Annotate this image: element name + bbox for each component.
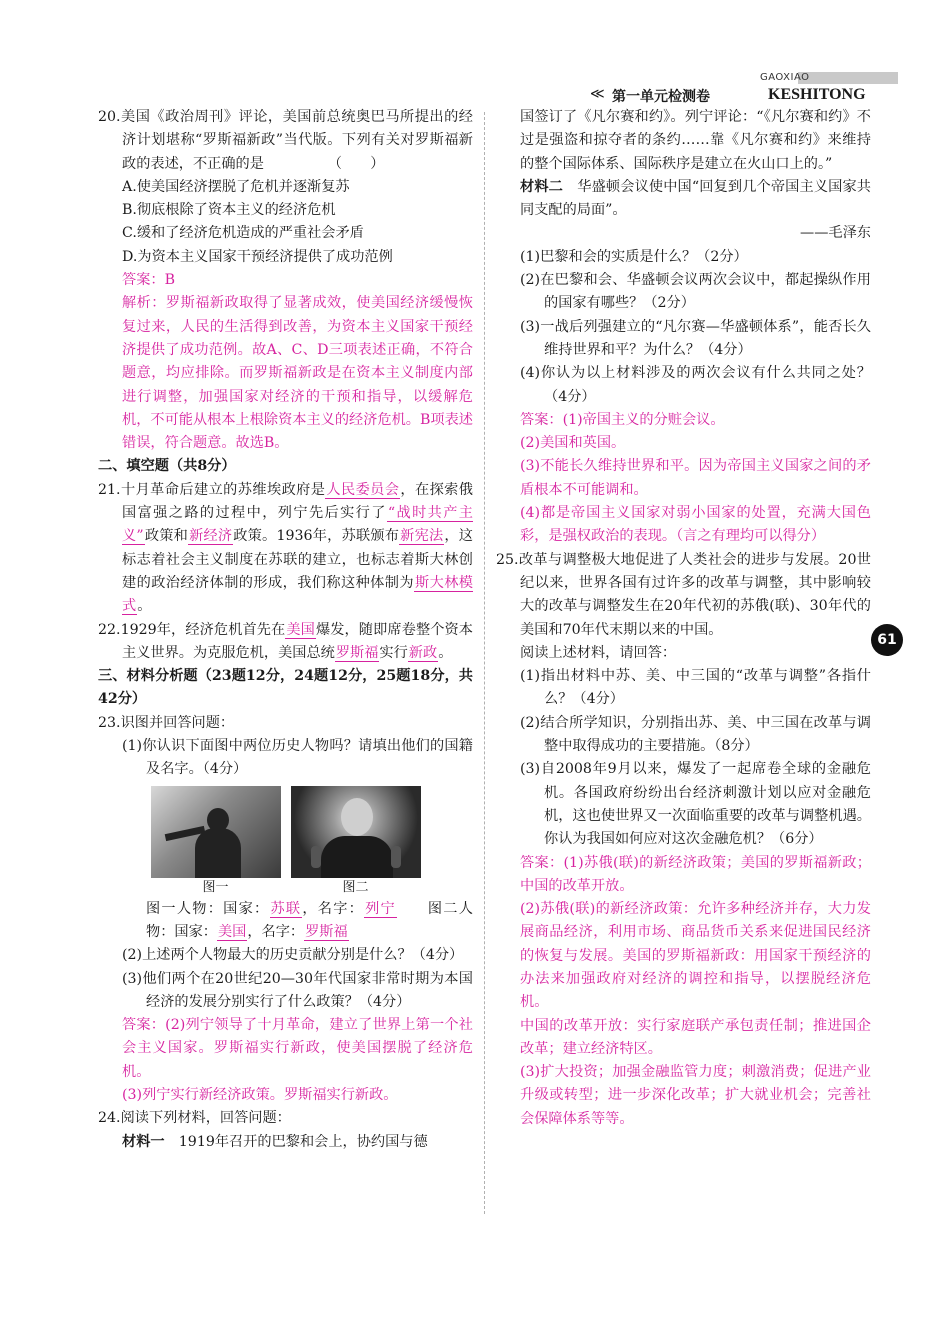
q23-part-3: (3)他们两个在20世纪20—30年代国家非常时期为本国经济的发展分别实行了什么政策？（4分） [122,970,473,1010]
q24-part-1: (1)巴黎和会的实质是什么？（2分） [520,248,748,265]
q25-answer-2-china: 中国的改革开放：实行家庭联产承包责任制；推进国企改革；建立经济特区。 [520,1017,871,1057]
q22-blank-2: 罗斯福 [335,644,379,661]
q23-blank-country-2: 美国 [217,923,247,940]
q25-part-2: (2)结合所学知识，分别指出苏、美、中三国在改革与调整中取得成功的主要措施。（8分） [520,714,871,755]
q20-option-b: B.彻底根除了资本主义的经济危机 [122,202,336,219]
q20-option-c: C.缓和了经济危机造成的严重社会矛盾 [122,225,364,242]
header-subtitle: GAOXIAO [760,72,810,83]
figure-2 [291,786,421,898]
figure-2-caption: 图二 [342,879,369,895]
q20-stem: 20.美国《政治周刊》评论，美国前总统奥巴马所提出的经济计划堪称“罗斯福新政”当代版。下列有关对罗斯福新政的表述，不正确的是 （ ） [98,109,473,172]
q23-figures [98,786,473,898]
q23-fill: 图一人物：国家：苏联，名字：列宁 图二人物：国家：美国，名字：罗斯福 [146,900,473,940]
q24-material-1: 材料一 1919年召开的巴黎和会上，协约国与德 [122,1133,428,1150]
figure-1 [151,786,281,898]
page-number-badge: 61 [871,624,903,656]
q23-answer-3: (3)列宁实行新经济政策。罗斯福实行新政。 [122,1086,398,1103]
q20-answer: 答案：B [122,272,175,289]
q23-stem: 23.识图并回答问题： [98,714,235,731]
column-divider [484,112,485,1214]
q21-blank-5: 斯大林模式 [122,574,473,615]
right-column [496,106,871,1131]
left-column [98,106,473,1154]
q25-answer-1: 答案：(1)苏俄(联)的新经济政策；美国的罗斯福新政；中国的改革开放。 [520,854,871,894]
q24-material-2: 材料二 华盛顿会议使中国“回复到几个帝国主义国家共同支配的局面”。 [520,178,871,219]
page-header [540,72,900,106]
figure-1-photo [151,786,281,878]
q22-blank-3: 新政 [408,644,438,661]
q24-answer-1: 答案：(1)帝国主义的分赃会议。 [520,411,725,428]
section-fill-in-title: 二、填空题（共8分） [98,458,236,475]
q23-blank-name-2: 罗斯福 [305,923,348,940]
q24-answer-4: (4)都是帝国主义国家对弱小国家的处置，充满大国色彩，是强权政治的表现。（言之有理均可以得分） [520,505,871,545]
q21-text: 21.十月革命后建立的苏维埃政府是人民委员会，在探索俄国富强之路的过程中，列宁先后实行了“战时共产主义”政策和新经济政策。1936年，苏联颁布新宪法，这标志着社会主义制度在苏联的建立，也标志着斯大林创建的政治经济体制的形成，我们称这种体制为斯大林模式。 [98,481,473,615]
header-chevron-icon: ≪ [590,86,605,102]
q25-answer-3: (3)扩大投资；加强金融监管力度；刺激消费；促进产业升级或转型；进一步深化改革；扩大就业机会；完善社会保障体系等等。 [520,1064,871,1127]
q22-blank-1: 美国 [286,621,315,638]
q24-part-2: (2)在巴黎和会、华盛顿会议两次会议中，都起操纵作用的国家有哪些？（2分） [520,272,871,312]
q24-part-3: (3)一战后列强建立的“凡尔赛—华盛顿体系”，能否长久维持世界和平？为什么？（4分） [520,318,871,358]
q23-answer: 答案：(2)列宁领导了十月革命，建立了世界上第一个社会主义国家。罗斯福实行新政，使美国摆脱了经济危机。 [122,1017,473,1080]
figure-2-photo [291,786,421,878]
q24-answer-2: (2)美国和英国。 [520,435,626,452]
figure-1-caption: 图一 [202,879,229,895]
section-material-title: 三、材料分析题（23题12分，24题12分，25题18分，共42分） [98,668,473,708]
q25-part-3: (3)自2008年9月以来，爆发了一起席卷全球的金融危机。各国政府纷纷出台经济刺激计划以应对金融危机，这也使世界又一次面临重要的改革与调整机遇。你认为我国如何应对这次金融危机？（6分） [520,761,871,848]
q25-stem: 25.改革与调整极大地促进了人类社会的进步与发展。20世纪以来，世界各国有过许多的改革与调整，其中影响较大的改革与调整发生在20年代初的苏俄(联)、30年代的美国和70年代末期以来的中国。 [496,551,871,638]
q24-source: ——毛泽东 [800,225,871,242]
q21-blank-3: 新经济 [189,528,233,545]
q23-blank-name-1: 列宁 [365,900,396,917]
header-bar [798,72,898,84]
q20-option-d: D.为资本主义国家干预经济提供了成功范例 [122,248,393,265]
q25-part-1: (1)指出材料中苏、美、中三国的“改革与调整”各指什么？（4分） [520,668,871,708]
q23-part-2: (2)上述两个人物最大的历史贡献分别是什么？（4分） [122,947,464,964]
q25-answer-2: (2)苏俄(联)的新经济政策：允许多种经济并存，大力发展商品经济，利用市场、商品货币关系来促进国民经济的恢复与发展。美国的罗斯福新政：用国家干预经济的办法来加强政府对经济的调控和指导，以摆脱经济危机。 [520,901,871,1011]
q22-text: 22.1929年，经济危机首先在美国爆发，随即席卷整个资本主义世界。为克服危机，美国总统罗斯福实行新政。 [98,621,473,661]
q20-analysis: 解析：罗斯福新政取得了显著成效，使美国经济缓慢恢复过来，人民的生活得到改善，为资本主义国家干预经济提供了成功范例。故A、C、D三项表述正确，不符合题意，均应排除。而罗斯福新政是在资本主义制度内部进行调整，加强国家对经济的干预和指导，以缓解危机，不可能从根本上根除资本主义的经济危机。B项表述错误，符合题意。故选B。 [122,295,473,452]
header-title: 第一单元检测卷 [612,89,710,105]
header-brand: KESHITONG [768,86,866,103]
q23-blank-country-1: 苏联 [270,900,302,917]
q24-stem: 24.阅读下列材料，回答问题： [98,1110,291,1127]
q23-part-1: (1)你认识下面图中两位历史人物吗？请填出他们的国籍及名字。（4分） [122,738,473,778]
q21-blank-4: 新宪法 [400,528,444,545]
q24-material-1-cont: 国签订了《凡尔赛和约》。列宁评论：“《凡尔赛和约》不过是强盗和掠夺者的条约……靠《凡尔赛和约》来维持的整个国际体系、国际秩序是建立在火山口上的。” [520,109,871,172]
q20-option-a: A.使美国经济摆脱了危机并逐渐复苏 [122,178,350,195]
q21-blank-1: 人民委员会 [326,481,400,498]
q24-part-4: (4)你认为以上材料涉及的两次会议有什么共同之处？（4分） [520,365,871,405]
q24-answer-3: (3)不能长久维持世界和平。因为帝国主义国家之间的矛盾根本不可能调和。 [520,458,871,498]
q25-lead: 阅读上述材料，请回答： [520,644,677,661]
q21-blank-2: “战时共产主义” [122,505,473,545]
